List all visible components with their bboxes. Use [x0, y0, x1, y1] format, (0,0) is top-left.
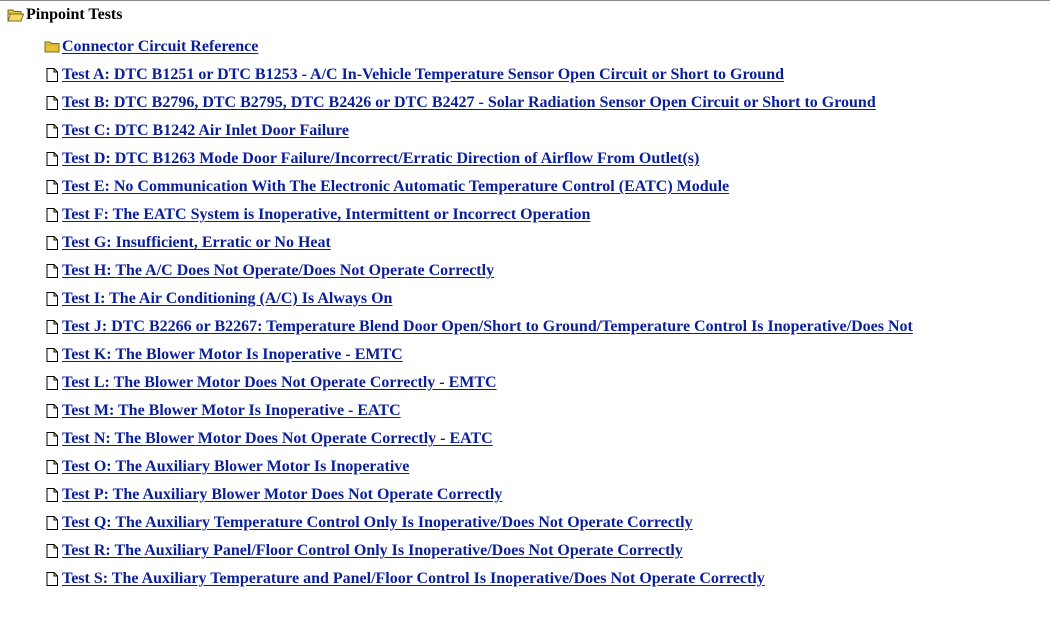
tree-document-item: [44, 341, 913, 369]
tree-document-item: [44, 257, 913, 285]
tree-document-item: [44, 453, 913, 481]
tree-document-item: [44, 229, 913, 257]
document-icon: [44, 235, 60, 251]
pinpoint-test-link[interactable]: Test K: The Blower Motor Is Inoperative - EMTC: [62, 346, 403, 363]
pinpoint-test-link[interactable]: Test L: The Blower Motor Does Not Operate Correctly - EMTC: [62, 374, 497, 391]
document-icon: [44, 319, 60, 335]
tree-document-item: [44, 481, 913, 509]
tree-document-item: [44, 117, 913, 145]
tree-root-label: Pinpoint Tests: [26, 6, 123, 23]
pinpoint-test-link[interactable]: Test F: The EATC System is Inoperative, Intermittent or Incorrect Operation: [62, 206, 591, 223]
pinpoint-test-link[interactable]: Test C: DTC B1242 Air Inlet Door Failure: [62, 122, 349, 139]
tree-document-item: [44, 201, 913, 229]
document-icon: [44, 67, 60, 83]
tree-document-item: [44, 369, 913, 397]
tree-document-item: [44, 173, 913, 201]
pinpoint-test-link[interactable]: Test I: The Air Conditioning (A/C) Is Always On: [62, 290, 393, 307]
tree-document-item: [44, 425, 913, 453]
top-divider: [0, 0, 1050, 1]
pinpoint-test-link[interactable]: Test P: The Auxiliary Blower Motor Does Not Operate Correctly: [62, 486, 503, 503]
document-icon: [44, 403, 60, 419]
pinpoint-test-link[interactable]: Test O: The Auxiliary Blower Motor Is Inoperative: [62, 458, 410, 475]
document-icon: [44, 123, 60, 139]
document-icon: [44, 291, 60, 307]
tree-document-item: [44, 313, 913, 341]
document-icon: [44, 431, 60, 447]
tree-document-item: [44, 89, 913, 117]
pinpoint-test-link[interactable]: Test M: The Blower Motor Is Inoperative - EATC: [62, 402, 401, 419]
document-icon: [44, 571, 60, 587]
document-icon: [44, 347, 60, 363]
pinpoint-test-link[interactable]: Test B: DTC B2796, DTC B2795, DTC B2426 or DTC B2427 - Solar Radiation Sensor Open Circuit or Short to Ground: [62, 94, 876, 111]
pinpoint-tests-list: [44, 33, 913, 593]
pinpoint-test-link[interactable]: Test J: DTC B2266 or B2267: Temperature Blend Door Open/Short to Ground/Temperature Control Is Inoperative/Does Not: [62, 318, 913, 335]
document-icon: [44, 151, 60, 167]
pinpoint-test-link[interactable]: Test S: The Auxiliary Temperature and Panel/Floor Control Is Inoperative/Does Not Operate Correctly: [62, 570, 765, 587]
document-icon: [44, 459, 60, 475]
folder-icon: [44, 39, 60, 55]
document-icon: [44, 375, 60, 391]
document-icon: [44, 543, 60, 559]
tree-folder-item: [44, 33, 913, 61]
pinpoint-test-link[interactable]: Test R: The Auxiliary Panel/Floor Control Only Is Inoperative/Does Not Operate Correctly: [62, 542, 683, 559]
document-icon: [44, 95, 60, 111]
document-icon: [44, 207, 60, 223]
tree-document-item: [44, 537, 913, 565]
tree-document-item: [44, 397, 913, 425]
tree-document-item: [44, 565, 913, 593]
tree-document-item: [44, 509, 913, 537]
connector-circuit-reference-link[interactable]: Connector Circuit Reference: [62, 38, 259, 55]
tree-document-item: [44, 285, 913, 313]
pinpoint-test-link[interactable]: Test H: The A/C Does Not Operate/Does Not Operate Correctly: [62, 262, 495, 279]
document-icon: [44, 487, 60, 503]
tree-root-pinpoint-tests[interactable]: [7, 5, 122, 25]
tree-document-item: [44, 61, 913, 89]
pinpoint-test-link[interactable]: Test A: DTC B1251 or DTC B1253 - A/C In-Vehicle Temperature Sensor Open Circuit or Short to Ground: [62, 66, 784, 83]
document-icon: [44, 179, 60, 195]
document-icon: [44, 515, 60, 531]
pinpoint-test-link[interactable]: Test G: Insufficient, Erratic or No Heat: [62, 234, 331, 251]
pinpoint-test-link[interactable]: Test N: The Blower Motor Does Not Operate Correctly - EATC: [62, 430, 493, 447]
document-icon: [44, 263, 60, 279]
folder-open-icon: [7, 8, 24, 22]
pinpoint-test-link[interactable]: Test E: No Communication With The Electronic Automatic Temperature Control (EATC) Module: [62, 178, 730, 195]
pinpoint-test-link[interactable]: Test D: DTC B1263 Mode Door Failure/Incorrect/Erratic Direction of Airflow From Outlet(s): [62, 150, 700, 167]
tree-document-item: [44, 145, 913, 173]
pinpoint-test-link[interactable]: Test Q: The Auxiliary Temperature Control Only Is Inoperative/Does Not Operate Correctly: [62, 514, 693, 531]
